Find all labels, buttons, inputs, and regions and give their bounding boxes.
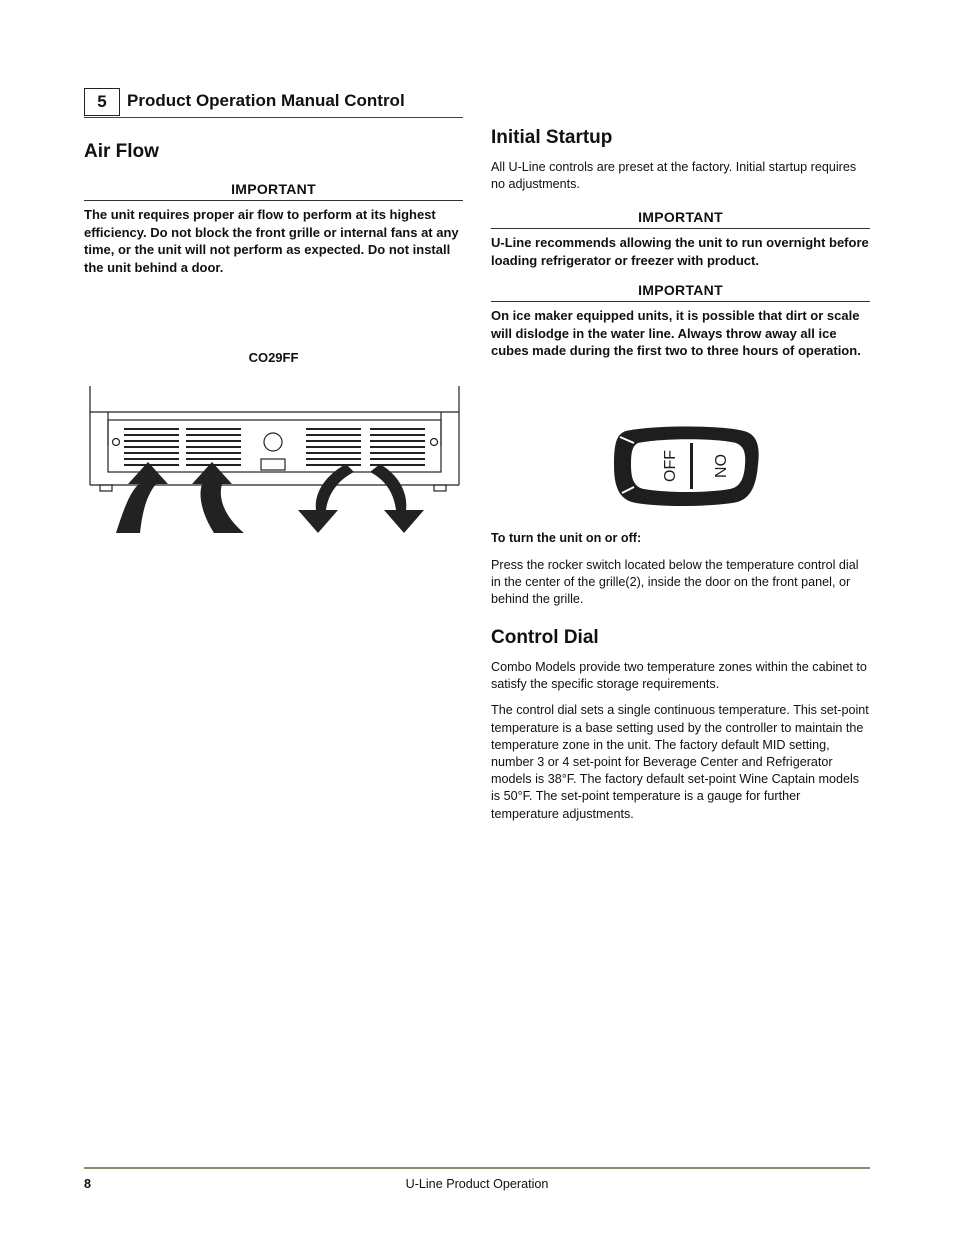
exhaust-arrow-2 [370,464,424,533]
startup-important-label-1: IMPORTANT [638,209,723,226]
initial-startup-intro: All U-Line controls are preset at the factory. Initial startup requires no adjustments. [491,160,857,192]
turn-on-off-heading: To turn the unit on or off: [491,531,642,545]
startup-important-text-2: On ice maker equipped units, it is possible that dirt or scale will dislodge in the water line. Always throw away all ice cubes made during the first two to three hours of operation. [491,308,861,359]
turn-on-off-text: Press the rocker switch located below the temperature control dial in the center of the grille(2), inside the door on the front panel, or behind the grille. [491,557,859,606]
air-flow-illustration [84,380,468,540]
air-flow-figure-label: CO29FF [248,350,299,365]
section-rule [84,117,463,118]
rocker-switch-illustration [612,423,762,507]
startup-important-label-2: IMPORTANT [638,282,723,299]
control-dial-para-1: Combo Models provide two temperature zones within the cabinet to satisfy the specific storage requirements. [491,660,867,692]
startup-important-rule-1 [491,228,870,229]
air-flow-important-label: IMPORTANT [231,181,316,197]
initial-startup-section [491,126,870,360]
intake-arrow-1 [116,462,168,533]
footer-text: U-Line Product Operation [405,1177,549,1191]
air-flow-important-text: The unit requires proper air flow to perform at its highest efficiency. Do not block the front grille or internal fans at any time, or the unit will not perform as expected. Do not install the unit behind a door. [84,207,459,275]
control-dial-para-2: The control dial sets a single continuous temperature. This set-point temperature is a base setting used by the controller to maintain the temperature zone in the unit. The factory default MID setting, number 3 or 4 set-point for Beverage Center and Refrigerator models is 38°F. The factory default set-point Wine Captain models is 50°F. The set-point temperature is a gauge for further temperature adjustments. [491,703,869,821]
startup-important-text-1: U-Line recommends allowing the unit to run overnight before loading refrigerator or freezer with product. [491,235,869,268]
control-dial-section [491,626,870,823]
section-number-box: 5 [84,88,120,116]
air-flow-section [84,140,463,276]
initial-startup-heading: Initial Startup [491,127,613,148]
switch-on-label: ON [710,454,728,478]
intake-arrow-2 [192,462,244,533]
exhaust-arrow-1 [298,464,354,533]
startup-important-rule-2 [491,301,870,302]
control-dial-heading: Control Dial [491,627,599,648]
footer-rule [84,1167,870,1169]
turn-on-off-section [491,530,870,608]
page-number: 8 [84,1177,92,1191]
air-flow-heading: Air Flow [84,141,159,162]
section-title: Product Operation Manual Control [127,91,405,110]
air-flow-important-rule [84,200,463,201]
switch-off-label: OFF [662,450,680,482]
